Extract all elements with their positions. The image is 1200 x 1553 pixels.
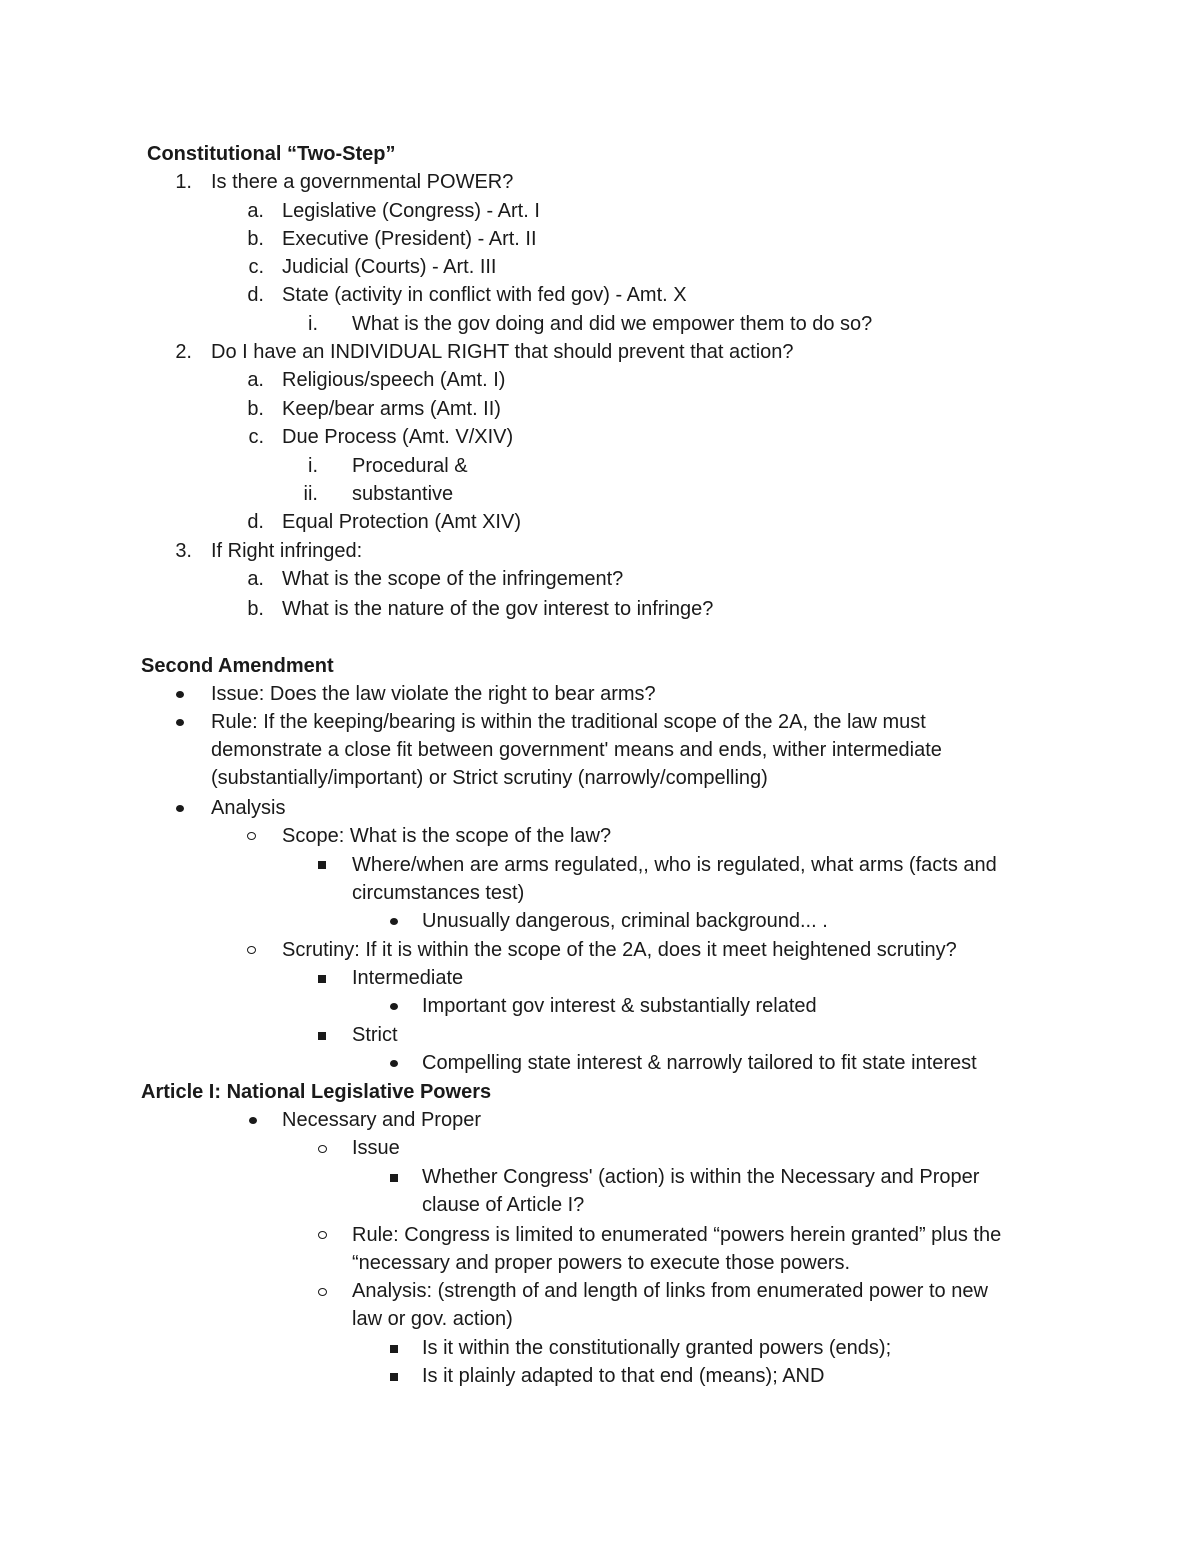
list-marker: a. bbox=[247, 568, 264, 590]
bullet-circle-icon bbox=[247, 946, 256, 954]
list-marker: a. bbox=[247, 200, 264, 222]
list-item: Judicial (Courts) - Art. III bbox=[282, 256, 497, 278]
list-item-continuation: law or gov. action) bbox=[352, 1308, 513, 1330]
bullet-circle-icon bbox=[318, 1231, 327, 1239]
list-item: Whether Congress' (action) is within the Necessary and Proper bbox=[422, 1166, 980, 1188]
list-marker: b. bbox=[247, 228, 264, 250]
bullet-square-icon bbox=[318, 975, 326, 983]
list-item: Rule: If the keeping/bearing is within the traditional scope of the 2A, the law must bbox=[211, 711, 926, 733]
list-item: Important gov interest & substantially related bbox=[422, 995, 817, 1017]
list-item-continuation: “necessary and proper powers to execute those powers. bbox=[352, 1252, 851, 1274]
list-item: Equal Protection (Amt XIV) bbox=[282, 511, 521, 533]
section-title-two-step: Constitutional “Two-Step” bbox=[147, 143, 396, 165]
list-item: Religious/speech (Amt. I) bbox=[282, 369, 506, 391]
bullet-square-icon bbox=[318, 861, 326, 869]
list-item: Legislative (Congress) - Art. I bbox=[282, 200, 540, 222]
list-item: Scope: What is the scope of the law? bbox=[282, 825, 612, 847]
list-item: substantive bbox=[352, 483, 454, 505]
list-item: Necessary and Proper bbox=[282, 1109, 481, 1131]
list-item: What is the gov doing and did we empower them to do so? bbox=[352, 313, 873, 335]
section-title-second-amendment: Second Amendment bbox=[141, 655, 334, 677]
bullet-disc-icon bbox=[390, 918, 398, 925]
list-item: Scrutiny: If it is within the scope of the 2A, does it meet heightened scrutiny? bbox=[282, 939, 957, 961]
bullet-disc-icon bbox=[176, 805, 184, 812]
list-marker: b. bbox=[247, 598, 264, 620]
list-item: Procedural & bbox=[352, 455, 468, 477]
list-item: Compelling state interest & narrowly tailored to fit state interest bbox=[422, 1052, 977, 1074]
list-item: What is the scope of the infringement? bbox=[282, 568, 624, 590]
list-marker: ii. bbox=[303, 483, 318, 505]
bullet-disc-icon bbox=[249, 1117, 257, 1124]
list-item-continuation: demonstrate a close fit between government' means and ends, wither intermediate bbox=[211, 739, 942, 761]
list-item: What is the nature of the gov interest to infringe? bbox=[282, 598, 714, 620]
bullet-disc-icon bbox=[176, 691, 184, 698]
list-marker: a. bbox=[247, 369, 264, 391]
list-marker: d. bbox=[247, 511, 264, 533]
list-item-continuation: circumstances test) bbox=[352, 882, 525, 904]
list-marker: i. bbox=[308, 313, 318, 335]
list-marker: 1. bbox=[175, 171, 192, 193]
bullet-circle-icon bbox=[318, 1288, 327, 1296]
bullet-disc-icon bbox=[176, 719, 184, 726]
list-marker: c. bbox=[248, 426, 264, 448]
list-marker: i. bbox=[308, 455, 318, 477]
list-item: Rule: Congress is limited to enumerated “powers herein granted” plus the bbox=[352, 1224, 1002, 1246]
list-item: Where/when are arms regulated,, who is regulated, what arms (facts and bbox=[352, 854, 997, 876]
list-item: Intermediate bbox=[352, 967, 464, 989]
list-item: Issue bbox=[352, 1137, 400, 1159]
bullet-square-icon bbox=[390, 1373, 398, 1381]
list-item: Is there a governmental POWER? bbox=[211, 171, 514, 193]
section-title-article-i: Article I: National Legislative Powers bbox=[141, 1081, 492, 1103]
list-item: Is it plainly adapted to that end (means); AND bbox=[422, 1365, 825, 1387]
list-item: Strict bbox=[352, 1024, 398, 1046]
list-marker: c. bbox=[248, 256, 264, 278]
bullet-disc-icon bbox=[390, 1060, 398, 1067]
list-item: Analysis bbox=[211, 797, 286, 819]
bullet-circle-icon bbox=[318, 1145, 327, 1153]
list-item: Executive (President) - Art. II bbox=[282, 228, 537, 250]
list-item: Issue: Does the law violate the right to bear arms? bbox=[211, 683, 656, 705]
list-item-continuation: (substantially/important) or Strict scrutiny (narrowly/compelling) bbox=[211, 767, 768, 789]
bullet-disc-icon bbox=[390, 1003, 398, 1010]
list-item-continuation: clause of Article I? bbox=[422, 1194, 585, 1216]
list-item: Do I have an INDIVIDUAL RIGHT that should prevent that action? bbox=[211, 341, 794, 363]
bullet-square-icon bbox=[390, 1174, 398, 1182]
list-item: State (activity in conflict with fed gov) - Amt. X bbox=[282, 284, 687, 306]
list-item: Keep/bear arms (Amt. II) bbox=[282, 398, 501, 420]
bullet-circle-icon bbox=[247, 832, 256, 840]
list-marker: 3. bbox=[175, 540, 192, 562]
bullet-square-icon bbox=[318, 1032, 326, 1040]
list-item: Analysis: (strength of and length of links from enumerated power to new bbox=[352, 1280, 988, 1302]
list-marker: 2. bbox=[175, 341, 192, 363]
list-item: If Right infringed: bbox=[211, 540, 363, 562]
list-item: Is it within the constitutionally granted powers (ends); bbox=[422, 1337, 892, 1359]
bullet-square-icon bbox=[390, 1345, 398, 1353]
list-marker: d. bbox=[247, 284, 264, 306]
list-marker: b. bbox=[247, 398, 264, 420]
list-item: Unusually dangerous, criminal background... . bbox=[422, 910, 828, 932]
list-item: Due Process (Amt. V/XIV) bbox=[282, 426, 514, 448]
